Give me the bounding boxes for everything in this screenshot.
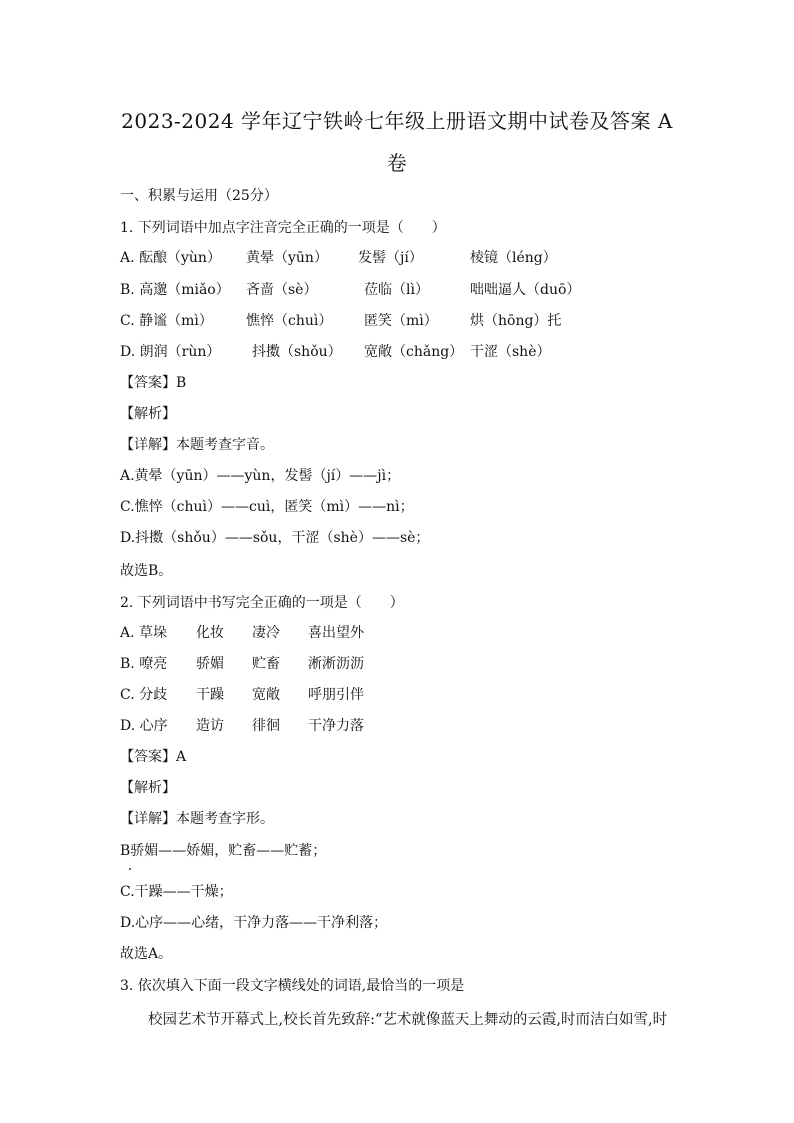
q2-conclusion: 故选A。 [120,946,173,962]
q2-detail: 【详解】本题考查字形。 [120,811,274,827]
document-title [110,100,684,184]
title-line-1: 2023-2024 学年辽宁铁岭七年级上册语文期中试卷及答案 A [121,109,673,133]
q1-conclusion: 故选B。 [120,563,173,579]
q1-answer: 【答案】B [120,375,187,391]
q2-note-c: C.干躁——干燥； [120,884,233,900]
q2-analysis-label: 【解析】 [120,780,176,796]
section-heading: 一、积累与运用（25分） [120,188,278,204]
q1-analysis-label: 【解析】 [120,406,176,422]
title-line-2: 卷 [386,151,408,175]
q2-answer: 【答案】A [120,749,187,765]
emphasis-dot [129,868,131,870]
q1-note-a: A.黄晕（yūn）——yùn，发髻（jí）——jì； [120,468,401,484]
q3-passage: 校园艺术节开幕式上,校长首先致辞:“艺术就像蓝天上舞动的云霞,时而洁白如雪,时 [148,1012,668,1028]
q2-note-d: D.心序——心绪，干净力落——干净利落； [120,915,388,931]
q1-detail: 【详解】本题考查字音。 [120,437,274,453]
document-page: 2023-2024 学年辽宁铁岭七年级上册语文期中试卷及答案 A 卷 一、积累与运用（25分） 1. 下列词语中加点字注音完全正确的一项是（ ） A. 酝酿（yùn） 黄晕（yūn） 发髻（jí） 棱镜（léng） B. 高邈（miǎo） 吝啬（sè） 莅临（lì） 咄咄逼人（duō） C. 静谧（mì） 憔悴（chuì） 匿笑（mì） 烘（hōng）托 D. 朗润（rùn） 抖擞（shǒu） 宽敞（chǎng） 干涩（shè） 【答案】B 【解析】 【详解】本题考查字音。 A.黄晕（yūn）——yùn，发髻（jí）——jì； C.憔悴（chuì）——cuì，匿笑（mì）——nì； D.抖擞（shǒu）——sǒu，干涩（shè）——sè； 故选B。 2. 下列词语中书写完全正确的一项是（ ） A. 草垛 化妆 凄冷 喜出望外 B. 嘹亮 骄媚 贮畜 淅淅沥沥 C. 分歧 干躁 宽敞 呼朋引伴 D. 心序 造访 徘徊 干净力落 【答案】A 【解析】 【详解】本题考查字形。 B骄媚——娇媚，贮畜——贮蓄； C.干躁——干燥； D.心序——心绪，干净力落——干净利落； 故选A。 3. 依次填入下面一段文字横线处的词语,最恰当的一项是 校园艺术节开幕式上,校长首先致辞:“艺术就像蓝天上舞动的云霞,时而洁白如雪,时 [0,0,794,1123]
q2-stem: 2. 下列词语中书写完全正确的一项是（ ） [120,595,404,611]
q1-note-d: D.抖擞（shǒu）——sǒu，干涩（shè）——sè； [120,530,430,546]
q3-stem: 3. 依次填入下面一段文字横线处的词语,最恰当的一项是 [120,978,465,994]
q2-note-b: B骄媚——娇媚，贮畜——贮蓄； [120,843,327,859]
q1-stem: 1. 下列词语中加点字注音完全正确的一项是（ ） [120,220,446,236]
q1-note-c: C.憔悴（chuì）——cuì，匿笑（mì）——nì； [120,499,414,515]
